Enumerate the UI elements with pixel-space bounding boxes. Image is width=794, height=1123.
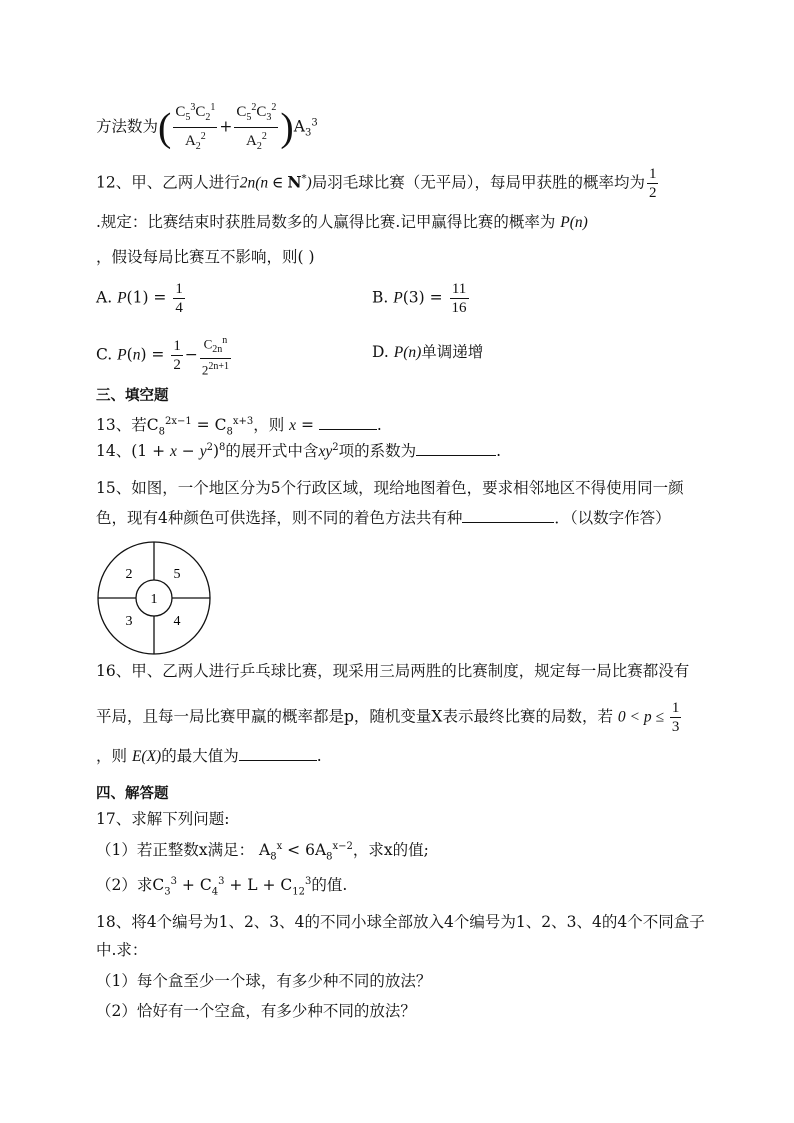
q18-line2: 中.求： <box>96 941 148 959</box>
region-3-label: 3 <box>125 614 133 629</box>
q16-line1: 16、甲、乙两人进行乒乓球比赛，现采用三局两胜的比赛制度，规定每一局比赛都没有 <box>96 662 690 680</box>
q12-line3: ，假设每局比赛互不影响，则( ) <box>96 248 315 266</box>
q12-option-c: C. P(n) = $\frac{1}{2}$ − $\frac{C_{2n}^n}{2^{2n+1}}$ <box>96 335 229 378</box>
q14-answer-blank[interactable] <box>416 441 496 456</box>
q16-line2: 平局，且每一局比赛甲赢的概率都是p，随机变量X表示最终比赛的局数，若 0 < p ≤ $\frac{1}{3}$ <box>96 700 680 735</box>
region-map-diagram <box>96 540 212 656</box>
q14-line: 14、$(1 + x - y^2)^8$的展开式中含$xy^2$项的系数为 . <box>96 442 502 461</box>
q17-title: 17、求解下列问题: <box>96 810 230 828</box>
q17-part2: （2）求$C_3^3 + C_4^3 + L + C_{12}^3$的值. <box>96 876 348 898</box>
q16-answer-blank[interactable] <box>239 746 317 761</box>
q15-answer-blank[interactable] <box>462 508 554 523</box>
q12-line1: 12、甲、乙两人进行2n(n ∈ N*)局羽毛球比赛（无平局），每局甲获胜的概率均为 $\frac{1}{2}$ <box>96 166 657 201</box>
q18-part1: （1）每个盒至少一个球，有多少种不同的放法？ <box>96 972 432 990</box>
q13-answer-blank[interactable] <box>319 415 377 430</box>
q12-option-d: D. P(n)单调递增 <box>372 343 484 361</box>
q18-part2: （2）恰好有一个空盒，有多少种不同的放法？ <box>96 1002 416 1020</box>
section-answer: 四、解答题 <box>96 786 169 802</box>
region-1-label: 1 <box>150 592 158 607</box>
q12-line2: .规定：比赛结束时获胜局数多的人赢得比赛.记甲赢得比赛的概率为 P(n) <box>96 213 588 231</box>
q13-line: 13、若$C_8^{2x-1} = C_8^{x+3}$，则 x = . <box>96 416 382 438</box>
q17-part1: （1）若正整数x满足： $A_8^x < 6A_8^{x-2}$，求x的值; <box>96 841 429 863</box>
region-5-label: 5 <box>173 567 181 582</box>
formula-line-fangfa: 方法数为( $\frac{C_5^3C_2^1}{A_2^2}$ + $\frac{C_5^2C_3^2}{A_2^2}$ )$A_3^3$ <box>96 99 318 156</box>
q12-option-b: B. P(3) = $\frac{11}{16}$ <box>372 281 467 316</box>
region-4-label: 4 <box>173 614 181 629</box>
q16-line3: ，则 E(X)的最大值为 . <box>96 747 322 765</box>
region-2-label: 2 <box>125 567 133 582</box>
q18-line1: 18、将4个编号为1、2、3、4的不同小球全部放入4个编号为1、2、3、4的4个不同盒子 <box>96 913 705 931</box>
q15-line1: 15、如图，一个地区分为5个行政区域，现给地图着色，要求相邻地区不得使用同一颜 <box>96 479 684 497</box>
fangfa-label: 方法数为 <box>96 117 159 136</box>
section-fill-in: 三、填空题 <box>96 388 169 404</box>
q15-line2: 色，现有4种颜色可供选择，则不同的着色方法共有种 ．（以数字作答） <box>96 509 671 527</box>
q12-option-a: A. P(1) = $\frac{1}{4}$ <box>96 281 183 316</box>
